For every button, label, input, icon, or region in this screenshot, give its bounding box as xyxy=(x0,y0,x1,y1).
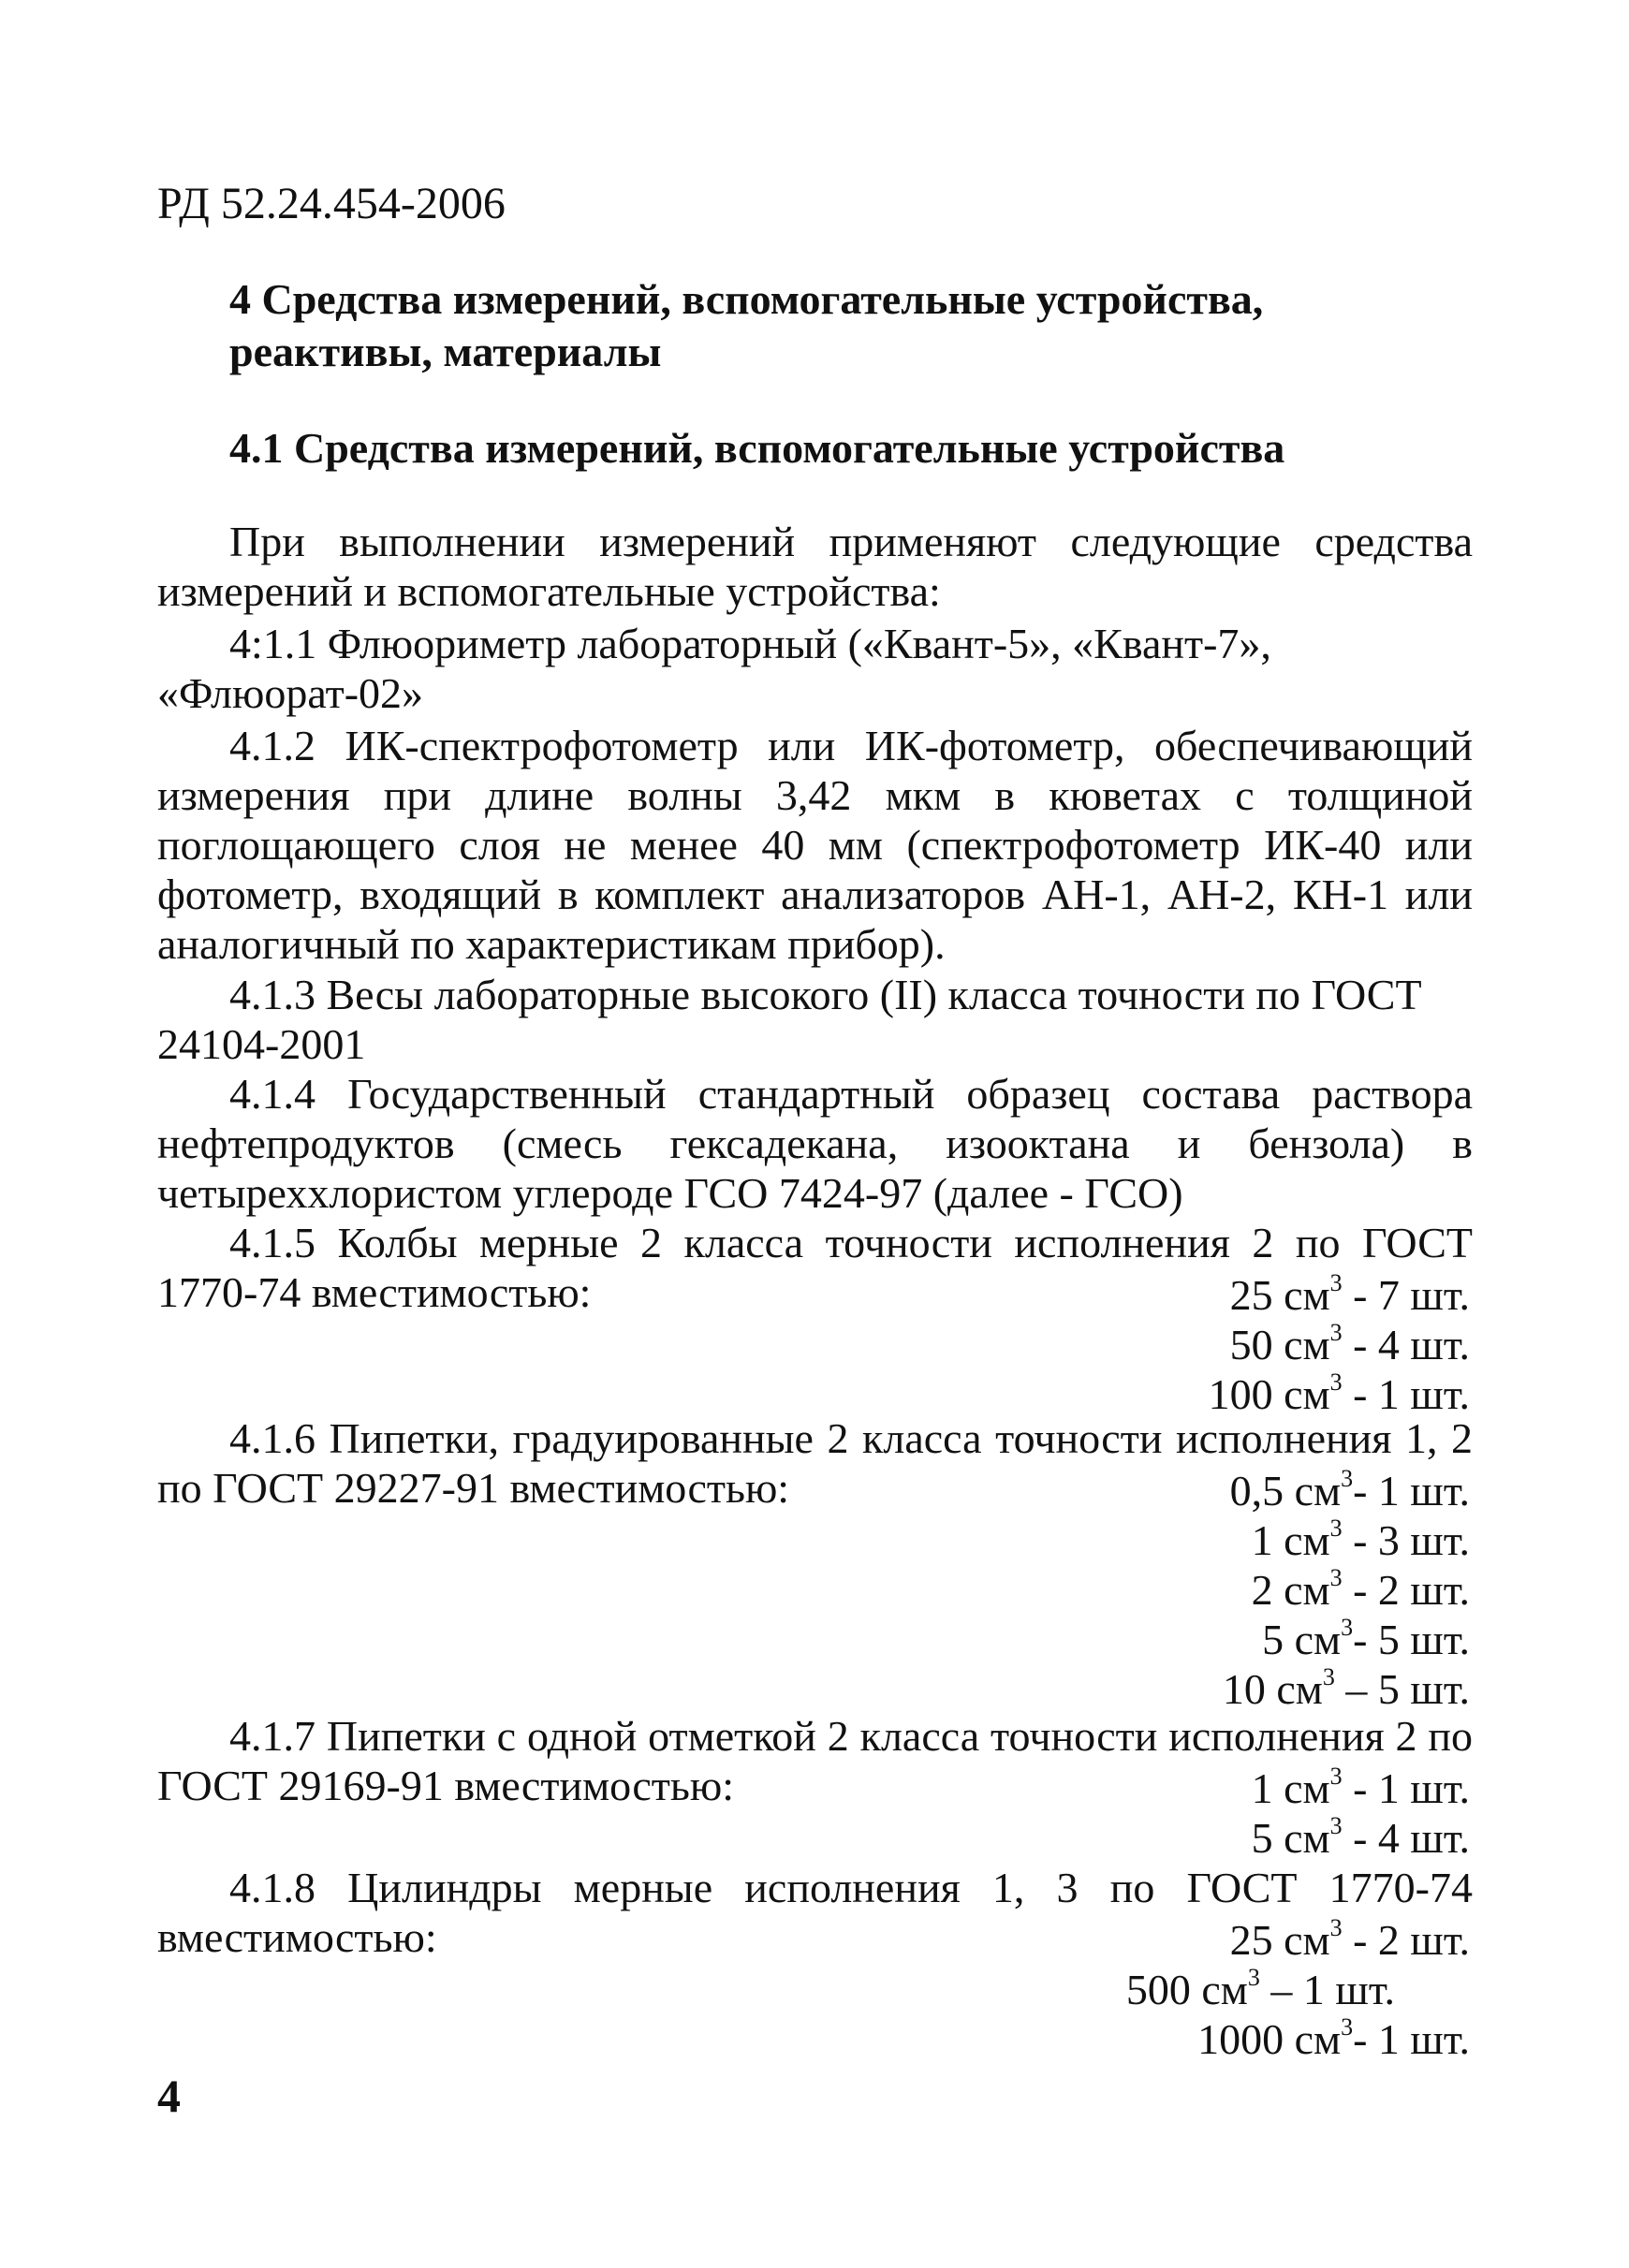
qty-pipette-5: 5 $см^3-$ 5 шт. xyxy=(1262,1614,1470,1663)
subsection-title: 4.1 Средства измерений, вспомогательные устройства xyxy=(229,424,1285,472)
paragraph-4-1-8: 4.1.8 Цилиндры мерные исполнения 1, 3 по ГОСТ 1770-74 вместимостью: xyxy=(157,1864,1473,1961)
paragraph-4-1-2: 4.1.2 ИК-спектрофотометр или ИК-фотометр, обеспечивающий измерения при длине волны 3,42 мкм в кюветах с толщиной поглощающего слоя не менее 40 мм (спектрофотометр ИК-40 или фотометр, входящий в комплект анализаторов АН-1, АН-2, КН-1 или аналогичный по характеристикам прибор). xyxy=(157,722,1473,968)
paragraph-4-1-4: 4.1.4 Государственный стандартный образец состава раствора нефтепродуктов (смесь гексадекана, изооктана и бензола) в четыреххлористом углероде ГСО 7424-97 (далее - ГСО) xyxy=(157,1070,1473,1217)
qty-one-mark-1: 1 $см^3 - 1$ шт. xyxy=(1251,1763,1470,1812)
paragraph-4-1-3: 4.1.3 Весы лабораторные высокого (II) класса точности по ГОСТ 24104-2001 xyxy=(157,971,1422,1068)
qty-cylinder-1000: 1000 $см^3-$ 1 шт. xyxy=(1197,2013,1470,2063)
qty-pipette-0-5: 0,5 $см^3-$ 1 шт. xyxy=(1229,1465,1470,1514)
qty-cylinder-25: 25 $см^3 - 2$ шт. xyxy=(1229,1914,1470,1964)
qty-flask-100: 100 $см^3 - 1$ шт. xyxy=(1208,1368,1470,1418)
document-code: РД 52.24.454-2006 xyxy=(157,179,506,228)
qty-cylinder-500: 500 $см^3 - 1$ шт. xyxy=(1125,1964,1395,2013)
qty-pipette-10: 10 $см^3 - 5$ шт. xyxy=(1222,1663,1470,1713)
page-number: 4 xyxy=(157,2070,181,2122)
paragraph-4-1-5: 4.1.5 Колбы мерные 2 класса точности исполнения 2 по ГОСТ 1770-74 вместимостью: xyxy=(157,1219,1473,1316)
qty-flask-25: 25 $см^3 - 7$ шт. xyxy=(1229,1269,1470,1319)
paragraph-intro: При выполнении измерений применяют следующие средства измерений и вспомогательные устройства: xyxy=(157,518,1473,615)
section-title: 4 Средства измерений, вспомогательные устройства, реактивы, материалы xyxy=(229,275,1264,375)
qty-one-mark-5: 5 $см^3 - 4$ шт. xyxy=(1251,1812,1470,1862)
qty-flask-50: 50 $см^3 - 4$ шт. xyxy=(1229,1319,1470,1368)
paragraph-4-1-6: 4.1.6 Пипетки, градуированные 2 класса точности исполнения 1, 2 по ГОСТ 29227-91 вместимостью: xyxy=(157,1414,1473,1512)
paragraph-4-1-7: 4.1.7 Пипетки с одной отметкой 2 класса точности исполнения 2 по ГОСТ 29169-91 вместимостью: xyxy=(157,1712,1473,1809)
paragraph-4-1-1: 4:1.1 Флюориметр лабораторный («Квант-5», «Квант-7», «Флюорат-02» xyxy=(157,620,1271,717)
qty-pipette-1: 1 $см^3 - 3$ шт. xyxy=(1251,1514,1470,1564)
qty-pipette-2: 2 $см^3 - 2$ шт. xyxy=(1251,1564,1470,1614)
